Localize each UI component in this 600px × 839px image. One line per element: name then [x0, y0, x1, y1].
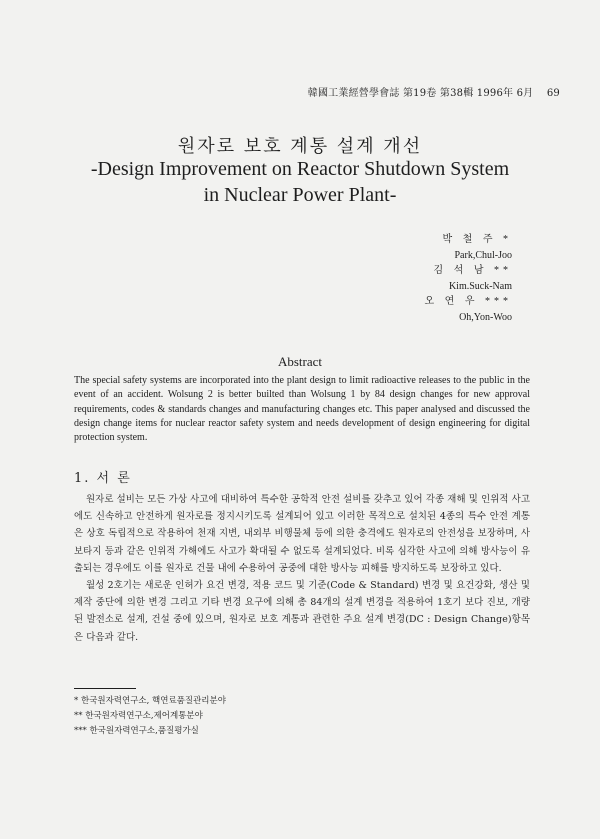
- author-roman-name: Oh,Yon-Woo: [459, 311, 512, 323]
- footnote: ** 한국원자력연구소,제어계통분야: [74, 711, 203, 721]
- journal-citation: 韓國工業經營學會誌 第19卷 第38輯 1996年 6月: [307, 88, 534, 99]
- abstract-heading: Abstract: [277, 354, 323, 369]
- author-roman-name: Kim.Suck-Nam: [448, 280, 512, 292]
- author-roman-name: Park,Chul-Joo: [454, 249, 512, 261]
- page-number: 69: [546, 88, 560, 99]
- footnote: *** 한국원자력연구소,품질평가실: [74, 726, 199, 736]
- title-english: [0, 156, 600, 208]
- author-korean-name: 박 철 주 *: [442, 234, 512, 245]
- section-heading: 1. 서 론: [74, 471, 132, 486]
- footnotes: [74, 694, 226, 739]
- footnote-divider: [74, 688, 136, 689]
- body-paragraph: 월성 2호기는 새로운 인허가 요건 변경, 적용 코드 및 기준(Code & Standard) 변경 및 요건강화, 생산 및 제작 중단에 의한 변경 그리고 기타 변경 요구에 의해 총 84개의 설계 변경을 적용하여 1호기 보다 진보, 개량된 발전소로 설계, 건설 중에 있으며, 원자로 보호 계통과 관련한 주요 설계 변경(DC : Design Change)항목은 다음과 같다.: [74, 580, 530, 643]
- author-block: [425, 232, 512, 325]
- body-paragraph: 원자로 설비는 모든 가상 사고에 대비하여 특수한 공학적 안전 설비를 갖추고 있어 각종 재해 및 인위적 사고에도 신속하고 안전하게 원자로를 정지시키도록 설계되어 있고 이러한 목적으로 설치된 4종의 특수 안전 계통은 상호 독립적으로 작용하여 천재 지변, 내외부 비행물체 등에 의한 충격에도 원자로의 안전성을 보장하며, 사보타지 등과 같은 인위적 가해에도 사고가 확대될 수 없도록 설계되었다. 비록 심각한 사고에 의해 방사능이 유출되는 경우에도 이를 원자로 건물 내에 수용하여 공중에 대한 방사능 피해를 방지하도록 보장하고 있다.: [74, 494, 530, 574]
- section-body: [74, 491, 530, 646]
- title-korean: 원자로 보호 계통 설계 개선: [177, 136, 423, 157]
- footnote: * 한국원자력연구소, 핵연료품질관리분야: [74, 696, 226, 706]
- title-english-line2: in Nuclear Power Plant-: [203, 184, 397, 206]
- abstract-text: The special safety systems are incorporated into the plant design to limit radioactive releases to the public in the event of an accident. Wolsung 2 is better builted than Wolsung 1 by 84 design changes for new approval requirements, codes & standards changes and manufacturing changes etc. This paper analysed and discussed the design change items for nuclear reactor safety system and needs development of design engineering for digital protection system.: [74, 375, 530, 444]
- author-korean-name: 오 연 우 ***: [424, 296, 512, 307]
- author-korean-name: 김 석 남 **: [433, 265, 512, 276]
- running-header: [308, 84, 560, 99]
- title-english-line1: -Design Improvement on Reactor Shutdown System: [90, 158, 510, 180]
